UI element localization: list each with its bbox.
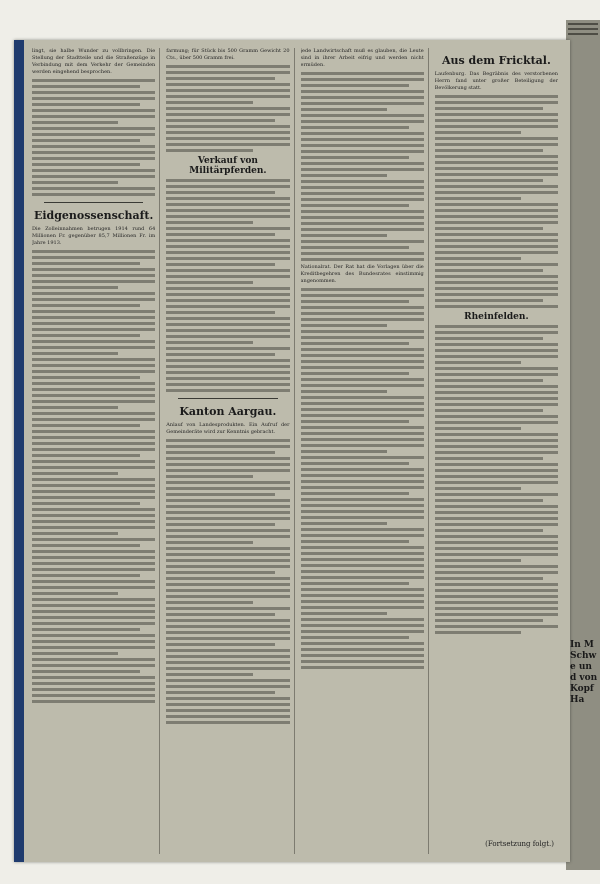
column-1-paragraph: lingt, sie halbe Wunder zu vollbringen. Die Stellung der Stadtteile und die Straßenzüge in Verbindung mit dem Verkehr der Gemeinden werden eingehend besprochen. (32, 48, 156, 75)
column-3 (301, 48, 429, 854)
column-2 (166, 48, 294, 854)
heading-eidgenossenschaft: Eidgenossenschaft. (33, 209, 154, 222)
text-columns (32, 48, 562, 854)
column-1-paragraph-2: Die Zolleinnahmen betrugen 1914 rund 64 Millionen Fr. gegenüber 85,7 Millionen Fr. im Jahre 1913. (32, 226, 156, 246)
heading-kanton-aargau: Kanton Aargau. (179, 405, 277, 418)
book-binding (14, 40, 24, 862)
column-1 (32, 48, 160, 854)
next-page-text: In M Schwe und von Kopf Ha (570, 640, 598, 705)
column-3-paragraph-2: Nationalrat. Der Rat hat die Vorlagen über die Kreditbegehren des Bundesrates einstimmig angenommen. (300, 264, 424, 284)
continuation-note: (Fortsetzung folgt.) (485, 840, 554, 848)
heading-aus-dem-fricktal: Aus dem Fricktal. (441, 54, 551, 67)
column-4 (435, 48, 562, 854)
heading-militaerpferde: Verkauf von Militärpferden. (189, 156, 267, 176)
column-2-paragraph-2: Anlauf von Landesprodukten. Ein Aufruf der Gemeinderäte wird zur Kenntnis gebracht. (166, 422, 290, 435)
newspaper-page (14, 40, 570, 862)
heading-rheinfelden: Rheinfelden. (464, 312, 529, 322)
next-page-edge (566, 20, 600, 870)
column-4-paragraph: Laufenburg. Das Begräbnis des verstorbenen Herrn fand unter großer Beteiligung der Bevölkerung statt. (434, 71, 558, 91)
column-3-paragraph: jede Landwirtschaft muß es glauben, die Leute sind in ihrer Arbeit eifrig und werden nicht ermüden. (300, 48, 424, 68)
column-2-paragraph: farmung; für Stück bis 500 Gramm Gewicht 20 Cts., über 500 Gramm frei. (166, 48, 290, 61)
